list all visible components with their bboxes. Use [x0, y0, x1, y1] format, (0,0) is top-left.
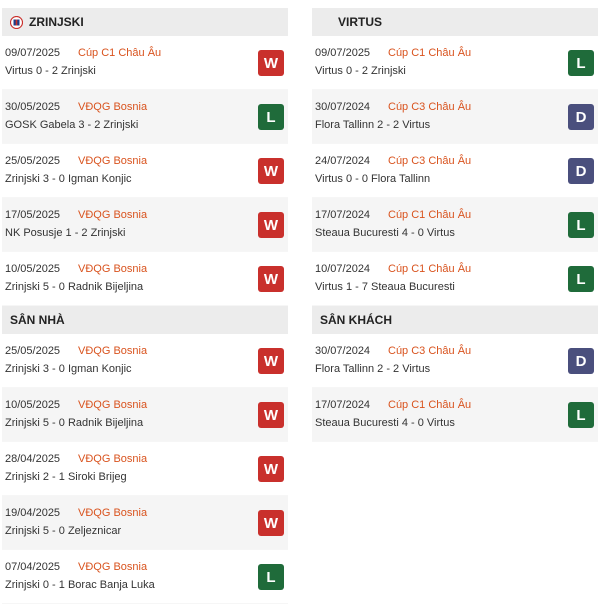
match-row[interactable]	[312, 90, 598, 144]
virtus-match-list	[312, 36, 598, 306]
match-row[interactable]	[312, 334, 598, 388]
home-title: SÂN NHÀ	[10, 313, 65, 327]
match-row[interactable]	[312, 144, 598, 198]
match-competition[interactable]: VĐQG Bosnia	[78, 209, 148, 221]
result-badge: W	[258, 158, 284, 184]
match-competition[interactable]: VĐQG Bosnia	[78, 561, 148, 573]
match-date: 09/07/2025	[315, 47, 371, 59]
match-row[interactable]	[2, 144, 288, 198]
match-score: Zrinjski 3 - 0 Igman Konjic	[5, 363, 132, 375]
match-competition[interactable]: VĐQG Bosnia	[78, 453, 148, 465]
result-badge: L	[258, 564, 284, 590]
virtus-column	[312, 8, 598, 442]
match-competition[interactable]: Cúp C1 Châu Âu	[388, 263, 472, 275]
virtus-header	[312, 8, 598, 36]
match-date: 17/07/2024	[315, 209, 371, 221]
match-competition[interactable]: Cúp C1 Châu Âu	[388, 209, 472, 221]
match-competition[interactable]: Cúp C1 Châu Âu	[388, 399, 472, 411]
result-badge: L	[568, 212, 594, 238]
virtus-title: VIRTUS	[338, 15, 383, 29]
result-badge: L	[568, 402, 594, 428]
match-date: 30/07/2024	[315, 345, 371, 357]
zrinjski-match-list	[2, 36, 288, 306]
match-row[interactable]	[2, 36, 288, 90]
match-date: 07/04/2025	[5, 561, 61, 573]
match-date: 24/07/2024	[315, 155, 371, 167]
match-score: Zrinjski 0 - 1 Borac Banja Luka	[5, 579, 155, 591]
match-date: 25/05/2025	[5, 155, 61, 167]
match-row[interactable]	[2, 388, 288, 442]
match-score: GOSK Gabela 3 - 2 Zrinjski	[5, 119, 139, 131]
match-row[interactable]	[2, 442, 288, 496]
result-badge: W	[258, 456, 284, 482]
match-score: Steaua Bucuresti 4 - 0 Virtus	[315, 227, 455, 239]
zrinjski-title: ZRINJSKI	[29, 15, 84, 29]
match-row[interactable]	[2, 496, 288, 550]
match-score: Virtus 0 - 2 Zrinjski	[5, 65, 96, 77]
match-score: Virtus 0 - 0 Flora Tallinn	[315, 173, 431, 185]
match-date: 28/04/2025	[5, 453, 61, 465]
match-row[interactable]	[312, 252, 598, 306]
match-row[interactable]	[312, 198, 598, 252]
match-competition[interactable]: Cúp C1 Châu Âu	[78, 47, 162, 59]
match-competition[interactable]: VĐQG Bosnia	[78, 399, 148, 411]
match-date: 25/05/2025	[5, 345, 61, 357]
away-match-list	[312, 334, 598, 442]
match-score: Zrinjski 2 - 1 Siroki Brijeg	[5, 471, 127, 483]
away-title: SÂN KHÁCH	[320, 313, 392, 327]
home-header	[2, 306, 288, 334]
zrinjski-column	[2, 8, 288, 604]
match-score: Flora Tallinn 2 - 2 Virtus	[315, 363, 431, 375]
result-badge: L	[258, 104, 284, 130]
match-score: Flora Tallinn 2 - 2 Virtus	[315, 119, 431, 131]
match-row[interactable]	[312, 36, 598, 90]
match-date: 10/05/2025	[5, 263, 61, 275]
match-date: 17/07/2024	[315, 399, 371, 411]
zrinjski-header	[2, 8, 288, 36]
match-score: NK Posusje 1 - 2 Zrinjski	[5, 227, 126, 239]
match-competition[interactable]: VĐQG Bosnia	[78, 345, 148, 357]
home-match-list	[2, 334, 288, 604]
match-date: 10/05/2025	[5, 399, 61, 411]
match-row[interactable]	[312, 388, 598, 442]
match-competition[interactable]: VĐQG Bosnia	[78, 155, 148, 167]
match-competition[interactable]: Cúp C3 Châu Âu	[388, 345, 472, 357]
match-competition[interactable]: VĐQG Bosnia	[78, 263, 148, 275]
match-score: Virtus 0 - 2 Zrinjski	[315, 65, 406, 77]
match-row[interactable]	[2, 252, 288, 306]
result-badge: W	[258, 510, 284, 536]
match-competition[interactable]: Cúp C3 Châu Âu	[388, 155, 472, 167]
match-date: 30/05/2025	[5, 101, 61, 113]
match-score: Zrinjski 5 - 0 Radnik Bijeljina	[5, 281, 144, 293]
result-badge: D	[568, 104, 594, 130]
match-competition[interactable]: VĐQG Bosnia	[78, 507, 148, 519]
result-badge: W	[258, 212, 284, 238]
result-badge: L	[568, 50, 594, 76]
match-date: 30/07/2024	[315, 101, 371, 113]
result-badge: W	[258, 266, 284, 292]
match-score: Zrinjski 3 - 0 Igman Konjic	[5, 173, 132, 185]
result-badge: D	[568, 348, 594, 374]
match-date: 09/07/2025	[5, 47, 61, 59]
match-date: 17/05/2025	[5, 209, 61, 221]
result-badge: D	[568, 158, 594, 184]
result-badge: W	[258, 402, 284, 428]
match-date: 19/04/2025	[5, 507, 61, 519]
result-badge: L	[568, 266, 594, 292]
match-score: Steaua Bucuresti 4 - 0 Virtus	[315, 417, 455, 429]
zrinjski-crest-icon	[10, 16, 23, 29]
match-row[interactable]	[2, 90, 288, 144]
result-badge: W	[258, 348, 284, 374]
match-competition[interactable]: VĐQG Bosnia	[78, 101, 148, 113]
result-badge: W	[258, 50, 284, 76]
match-score: Zrinjski 5 - 0 Zeljeznicar	[5, 525, 122, 537]
match-date: 10/07/2024	[315, 263, 371, 275]
match-score: Zrinjski 5 - 0 Radnik Bijeljina	[5, 417, 144, 429]
match-row[interactable]	[2, 550, 288, 604]
match-row[interactable]	[2, 198, 288, 252]
match-score: Virtus 1 - 7 Steaua Bucuresti	[315, 281, 455, 293]
match-competition[interactable]: Cúp C3 Châu Âu	[388, 101, 472, 113]
match-competition[interactable]: Cúp C1 Châu Âu	[388, 47, 472, 59]
away-header	[312, 306, 598, 334]
match-row[interactable]	[2, 334, 288, 388]
